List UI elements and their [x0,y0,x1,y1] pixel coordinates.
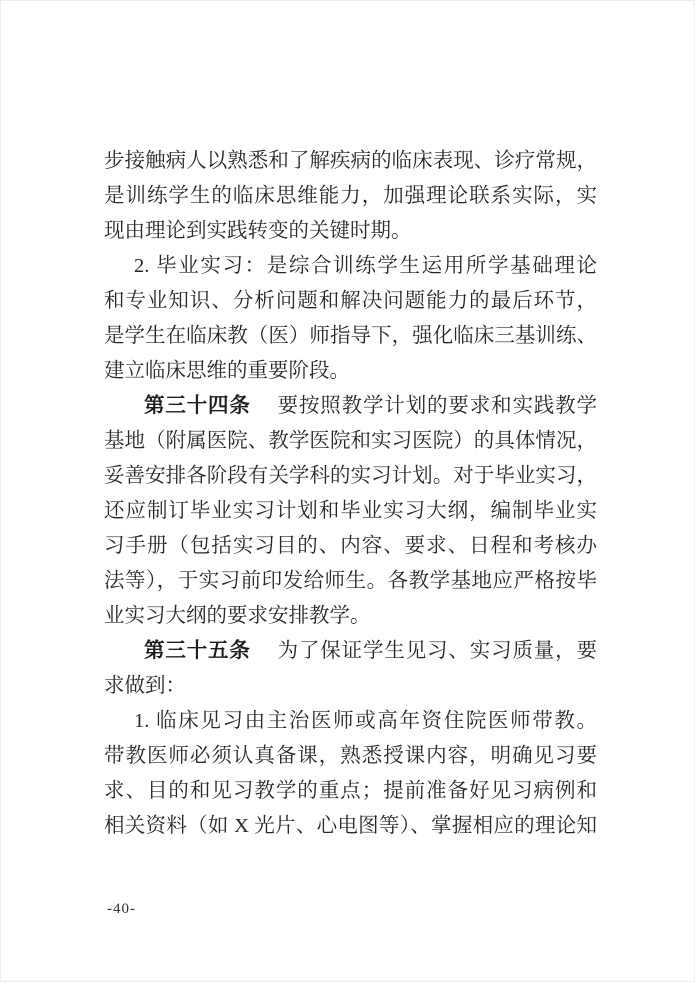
text-line [104,774,597,809]
page-number: -40- [107,901,136,917]
line-text: 妥善安排各阶段有关学科的实习计划。对于毕业实习， [104,465,597,487]
text-line [104,144,597,179]
line-text: 是学生在临床教（医）师指导下，强化临床三基训练、 [104,325,597,347]
text-line [104,214,597,249]
text-line [104,389,597,424]
line-text: 1. 临床见习由主治医师或高年资住院医师带教。 [134,710,597,732]
text-line [104,354,597,389]
line-text: 求做到： [104,675,186,697]
text-line [104,494,597,529]
text-line [104,459,597,494]
line-text: 求、目的和见习教学的重点；提前准备好见习病例和 [104,780,597,802]
text-line [104,424,597,459]
text-line [104,634,597,669]
text-line [104,599,597,634]
line-text: 习手册（包括实习目的、内容、要求、日程和考核办 [104,535,597,557]
document-text-block [104,144,597,844]
line-text: 要按照教学计划的要求和实践教学 [276,395,597,417]
text-line [104,529,597,564]
text-line [104,704,597,739]
line-text: 带教医师必须认真备课，熟悉授课内容，明确见习要 [104,745,597,767]
text-line [104,739,597,774]
term-gap [251,656,277,657]
line-text: 业实习大纲的要求安排教学。 [104,605,371,627]
text-line [104,669,597,704]
line-text: 法等），于实习前印发给师生。各教学基地应严格按毕 [104,570,597,592]
line-text: 建立临床思维的重要阶段。 [104,360,350,382]
line-text: 相关资料（如 X 光片、心电图等）、掌握相应的理论知 [104,815,597,837]
text-line [104,249,597,284]
line-text: 步接触病人以熟悉和了解疾病的临床表现、诊疗常规， [104,150,597,172]
line-text: 和专业知识、分析问题和解决问题能力的最后环节， [104,290,597,312]
line-text: 2. 毕业实习：是综合训练学生运用所学基础理论 [134,255,597,277]
line-text: 现由理论到实践转变的关键时期。 [104,220,412,242]
text-line [104,179,597,214]
term-gap [251,411,277,412]
line-text: 还应制订毕业实习计划和毕业实习大纲，编制毕业实 [104,500,597,522]
text-line [104,284,597,319]
line-text: 是训练学生的临床思维能力，加强理论联系实际，实 [104,185,597,207]
text-line [104,564,597,599]
line-text: 基地（附属医院、教学医院和实习医院）的具体情况， [104,430,597,452]
text-line [104,319,597,354]
text-line [104,809,597,844]
line-text: 为了保证学生见习、实习质量，要 [276,640,597,662]
article-number-term: 第三十五条 [144,640,251,662]
article-number-term: 第三十四条 [144,395,251,417]
